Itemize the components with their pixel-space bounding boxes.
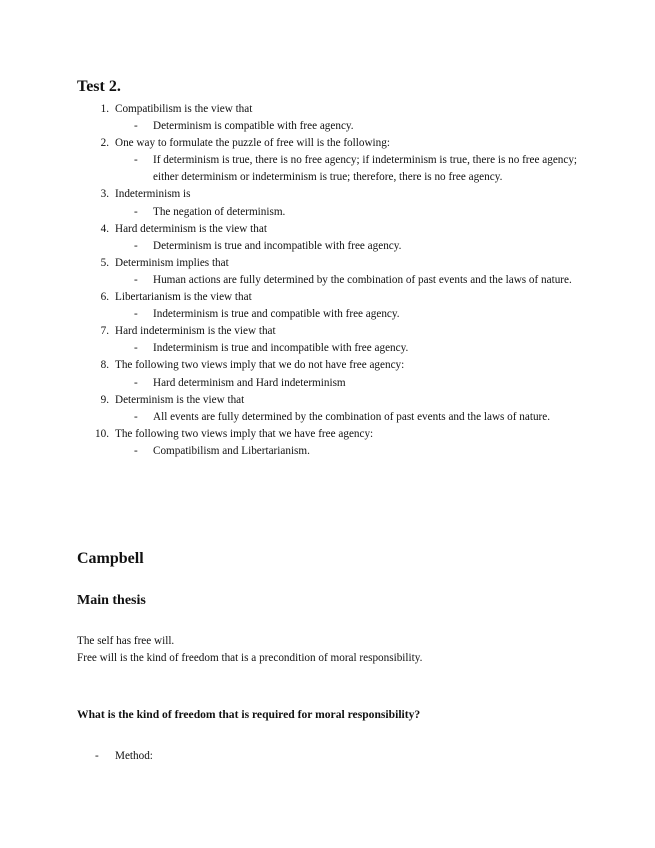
question-text: The following two views imply that we have free agency: — [115, 427, 374, 440]
main-thesis-heading: Main thesis — [77, 593, 146, 608]
answer-dash: - — [134, 273, 138, 286]
question-item — [77, 357, 587, 374]
answer-text: Compatibilism and Libertarianism. — [153, 444, 310, 457]
answer-item — [77, 375, 587, 392]
answer-item — [77, 238, 587, 255]
question-number: 9. — [100, 393, 109, 406]
question-number: 2. — [100, 137, 109, 150]
question-text: Determinism implies that — [115, 256, 229, 269]
answer-item — [77, 306, 587, 323]
answer-text: All events are fully determined by the combination of past events and the laws of nature. — [153, 410, 551, 423]
answer-text: Indeterminism is true and compatible with free agency. — [153, 308, 400, 321]
question-item — [77, 255, 587, 272]
answer-text: The negation of determinism. — [153, 205, 286, 218]
answer-dash: - — [134, 154, 138, 167]
method-dash: - — [95, 750, 99, 762]
answer-item — [77, 409, 587, 426]
method-label: Method: — [115, 750, 153, 762]
answer-item — [77, 118, 587, 135]
answer-item — [77, 340, 587, 357]
question-number: 3. — [100, 188, 109, 201]
answer-text: Hard determinism and Hard indeterminism — [153, 376, 346, 389]
question-text: Indeterminism is — [115, 188, 191, 201]
question-item — [77, 392, 587, 409]
answer-dash: - — [134, 376, 138, 389]
answer-dash: - — [134, 308, 138, 321]
question-item — [77, 186, 587, 203]
answer-text: Indeterminism is true and incompatible with free agency. — [153, 342, 409, 355]
question-text: Hard determinism is the view that — [115, 222, 267, 235]
question-item — [77, 221, 587, 238]
question-item — [77, 289, 587, 306]
test-heading: Test 2. — [77, 78, 121, 95]
question-number: 4. — [100, 222, 109, 235]
question-item — [77, 426, 587, 443]
answer-item — [77, 272, 587, 289]
answer-item — [77, 152, 587, 186]
question-item — [77, 323, 587, 340]
answer-text: Human actions are fully determined by the combination of past events and the laws of nature. — [153, 273, 572, 286]
answer-dash: - — [134, 444, 138, 457]
thesis-line: Free will is the kind of freedom that is a precondition of moral responsibility. — [77, 652, 423, 664]
answer-item — [77, 204, 587, 221]
answer-dash: - — [134, 342, 138, 355]
question-text: Determinism is the view that — [115, 393, 245, 406]
campbell-heading: Campbell — [77, 550, 144, 567]
thesis-line: The self has free will. — [77, 635, 175, 647]
question-number: 6. — [100, 291, 109, 304]
question-text: Libertarianism is the view that — [115, 291, 252, 304]
question-number: 8. — [100, 359, 109, 372]
question-text: Hard indeterminism is the view that — [115, 325, 276, 338]
question-number: 1. — [100, 103, 109, 115]
answer-text: Determinism is compatible with free agency. — [153, 120, 354, 133]
question-text: One way to formulate the puzzle of free will is the following: — [115, 137, 390, 150]
question-item — [77, 101, 587, 118]
thesis-paragraph — [77, 633, 422, 667]
question-heading: What is the kind of freedom that is required for moral responsibility? — [77, 708, 421, 721]
question-text: The following two views imply that we do not have free agency: — [115, 359, 405, 372]
answer-text: If determinism is true, there is no free agency; if indeterminism is true, there is no free agency; either determinism or indeterminism is true; therefore, there is no free agency. — [153, 154, 578, 184]
answer-dash: - — [134, 239, 138, 252]
answer-item — [77, 443, 587, 460]
question-number: 5. — [100, 256, 109, 269]
question-list — [77, 101, 587, 460]
answer-dash: - — [134, 205, 138, 218]
question-item — [77, 135, 587, 152]
question-number: 10. — [95, 427, 109, 440]
question-number: 7. — [100, 325, 109, 338]
answer-dash: - — [134, 410, 138, 423]
answer-text: Determinism is true and incompatible with free agency. — [153, 239, 402, 252]
question-text: Compatibilism is the view that — [115, 103, 253, 115]
answer-dash: - — [134, 120, 138, 133]
